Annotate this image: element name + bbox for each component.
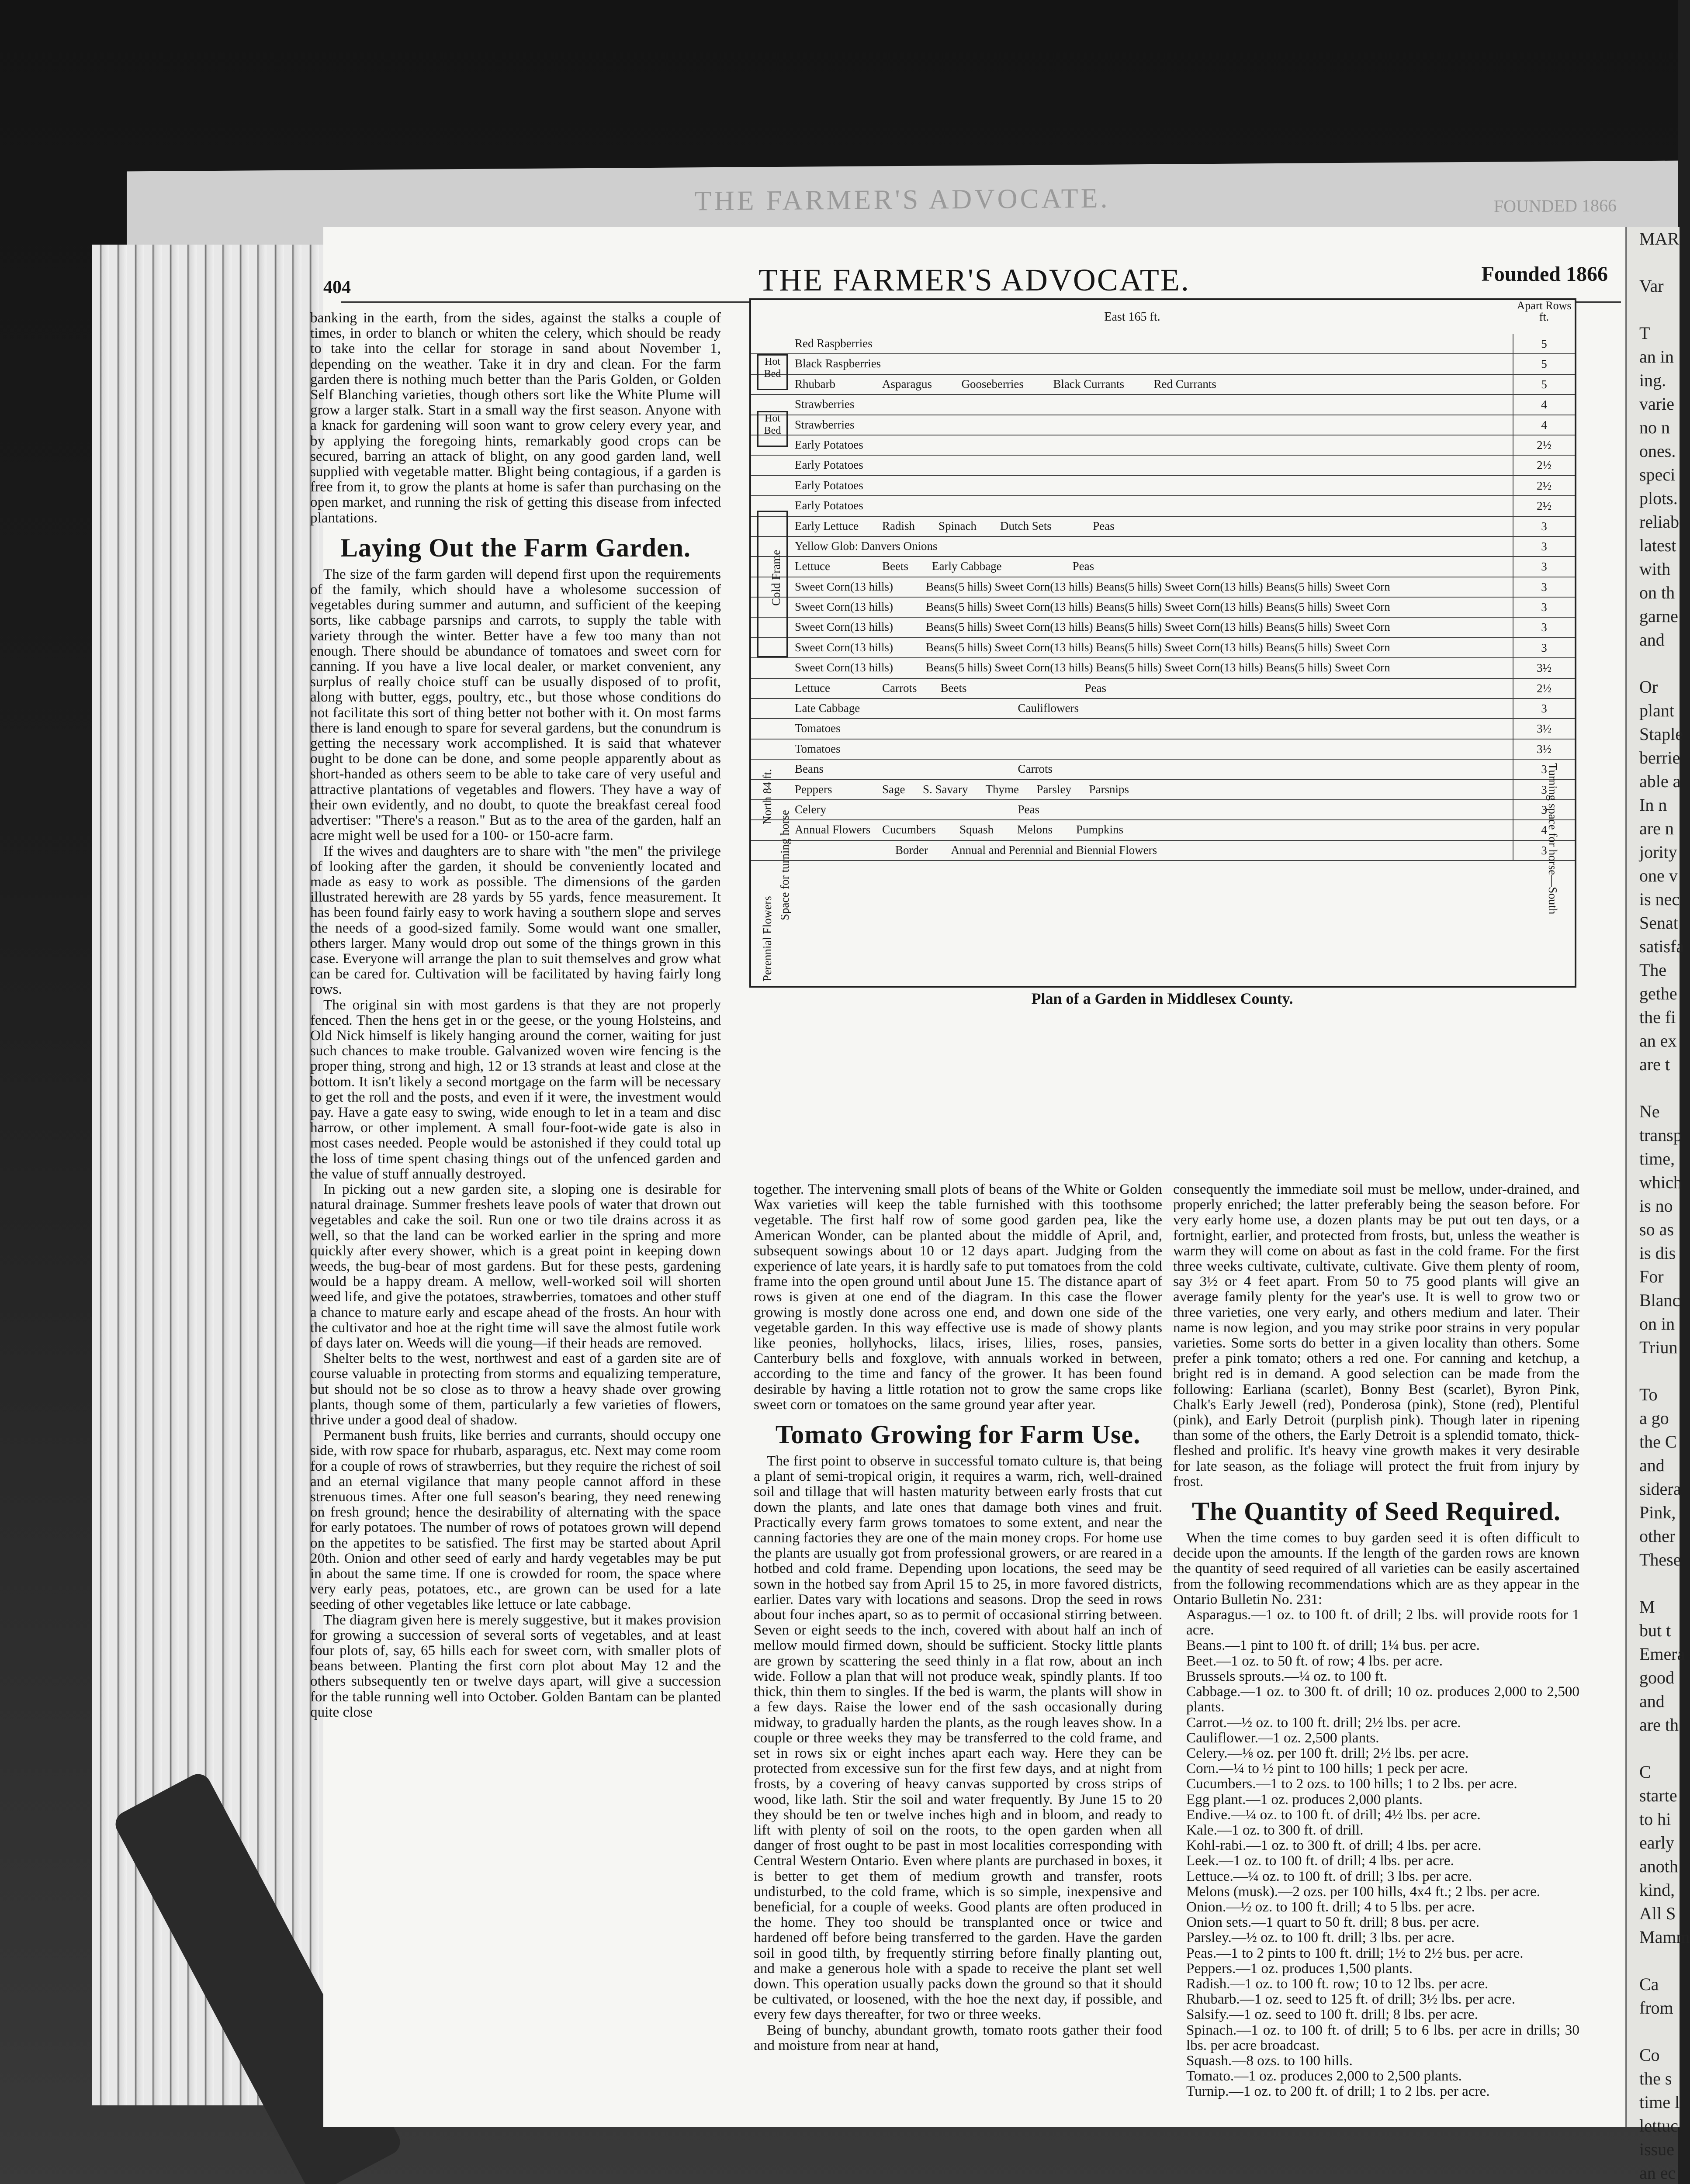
plan-row (751, 760, 1575, 780)
plan-row-label: Yellow Glob: Danvers Onions (795, 539, 938, 553)
plan-row-spacing: 3 (1513, 537, 1575, 556)
seed-list-item: Lettuce.—¼ oz. to 100 ft. of drill; 3 lbs. per acre. (1186, 1868, 1472, 1884)
seed-list-item: Peppers.—1 oz. produces 1,500 plants. (1186, 1960, 1413, 1977)
plan-row-label: Beans (795, 762, 824, 776)
adjacent-page-line: Triun (1639, 1337, 1678, 1357)
plan-row-label: Early Potatoes (795, 438, 863, 451)
column-three (1173, 1182, 1579, 2099)
seed-list-item: Melons (musk).—2 ozs. per 100 hills, 4x4 ft.; 2 lbs. per acre. (1186, 1883, 1541, 1900)
adjacent-page-line: speci (1639, 465, 1676, 484)
adjacent-page-line: Ca (1639, 1974, 1659, 1994)
plan-row-spacing: 3½ (1513, 658, 1575, 677)
masthead-title: THE FARMER'S ADVOCATE. (758, 263, 1190, 297)
plan-row (751, 557, 1575, 577)
adjacent-page-line: an ex (1639, 1031, 1677, 1051)
plan-row (751, 537, 1575, 557)
adjacent-page-line (1627, 1737, 1680, 1760)
plan-row-spacing: 4 (1513, 415, 1575, 435)
seed-list-item: Turnip.—1 oz. to 200 ft. of drill; 1 to 2 lbs. per acre. (1186, 2083, 1490, 2100)
adjacent-page-line: issue (1639, 2139, 1674, 2159)
article-heading-farm-garden: Laying Out the Farm Garden. (340, 533, 691, 562)
cold-frame-label: Cold Frame (769, 549, 783, 606)
adjacent-page-line: Senat (1639, 913, 1678, 933)
plan-row-spacing: 3 (1513, 517, 1575, 536)
adjacent-page-line: early (1639, 1833, 1674, 1852)
seed-list-item: Beans.—1 pint to 100 ft. of drill; 1¼ bus. per acre. (1186, 1637, 1480, 1654)
plan-row-crops: Border Annual and Perennial and Biennial Flowers (895, 843, 1157, 857)
adjacent-page-line (1627, 1076, 1680, 1100)
adjacent-page-line: Ne (1639, 1102, 1660, 1121)
column-one (310, 310, 721, 1720)
adjacent-page-line: M (1639, 1597, 1655, 1617)
plan-row (751, 375, 1575, 395)
adjacent-page-line: Emera (1639, 1644, 1685, 1664)
adjacent-page-line: other (1639, 1526, 1676, 1546)
plan-row-label: Annual Flowers (795, 823, 871, 836)
adjacent-page-line: varie (1639, 394, 1674, 414)
plan-row-label: Tomatoes (795, 742, 841, 755)
plan-row-crops: Asparagus Gooseberries Black Currants Red Currants (882, 377, 1216, 390)
adjacent-page-line: Var (1639, 276, 1664, 296)
plan-row-label: Early Potatoes (795, 478, 863, 492)
plan-row-spacing: 2½ (1513, 456, 1575, 475)
plan-row-spacing: 3 (1513, 598, 1575, 617)
plan-row-crops: Beans(5 hills) Sweet Corn(13 hills) Beans(5 hills) Sweet Corn(13 hills) Beans(5 hills) Sweet Corn (926, 600, 1390, 614)
plan-row-spacing: 3 (1513, 638, 1575, 657)
plan-row-label: Black Raspberries (795, 357, 881, 370)
plan-row-spacing: 4 (1513, 820, 1575, 840)
seed-list-item: Celery.—⅛ oz. per 100 ft. drill; 2½ lbs. per acre. (1186, 1745, 1469, 1761)
seed-list-item: Rhubarb.—1 oz. seed to 125 ft. of drill; 3½ lbs. per acre. (1186, 1991, 1515, 2008)
adjacent-page-line: which (1639, 1172, 1682, 1192)
adjacent-page-line: Staple (1639, 724, 1683, 744)
adjacent-page-line: For (1639, 1267, 1664, 1286)
plan-row-label: Red Raspberries (795, 337, 873, 350)
adjacent-page-line: time l (1639, 2092, 1680, 2112)
plan-row-spacing: 2½ (1513, 435, 1575, 455)
hot-bed-label: Hot Bed (757, 354, 788, 390)
plan-caption: Plan of a Garden in Middlesex County. (1031, 990, 1293, 1007)
seed-list-item: Kale.—1 oz. to 300 ft. of drill. (1186, 1821, 1364, 1838)
paragraph: In picking out a new garden site, a sloping one is desirable for natural drainage. Summer freshets leave pools of water that drown out vegetables and cake the soil. Run one or two tile drains across it as well, so that the land can be worked earlier in the spring and more quickly after every shower, which is a great point in keeping down weeds, the bug-bear of most gardens. But for these pests, gardening would be a happy dream. A mellow, well-worked soil will shorten weed life, and give the potatoes, strawberries, tomatoes and other stuff a chance to mature early and escape ahead of the frosts. An hour with the cultivator and hoe at the right time will save the almost futile work of days later on. Weeds will die young—if their heads are removed. (310, 1181, 721, 1351)
seed-list-item: Egg plant.—1 oz. produces 2,000 plants. (1186, 1791, 1423, 1807)
seed-list-item: Endive.—¼ oz. to 100 ft. of drill; 4½ lbs. per acre. (1186, 1806, 1481, 1823)
adjacent-page-line: with (1639, 559, 1671, 579)
founded-label: Founded 1866 (1481, 263, 1608, 286)
adjacent-page-line: berrie (1639, 748, 1680, 767)
plan-row-crops: Cucumbers Squash Melons Pumpkins (882, 823, 1124, 836)
plan-row (751, 740, 1575, 760)
adjacent-page-line: and (1639, 1455, 1665, 1475)
adjacent-page-line: and (1639, 1691, 1665, 1711)
plan-row-crops: Beans(5 hills) Sweet Corn(13 hills) Beans(5 hills) Sweet Corn(13 hills) Beans(5 hills) Sweet Corn (926, 580, 1390, 593)
plan-row-spacing: 2½ (1513, 476, 1575, 495)
plan-row-label: Early Potatoes (795, 458, 863, 472)
paragraph: If the wives and daughters are to share with "the men" the privilege of looking after the garden, it should be conveniently located and made as easy to work as possible. The dimensions of the garden illustrated herewith are 28 yards by 55 yards, fence measurement. It has been found fairly easy to work having a southern slope and serves the needs of a good-sized family. Some would want one smaller, others larger. Many would drop out some of the things grown in this case. Everyone will arrange the plan to suit themselves and grow what can be cared for. Cultivation will be facilitated by having fairly long rows. (310, 843, 721, 998)
seed-list-item: Spinach.—1 oz. to 100 ft. of drill; 5 to 6 lbs. per acre in drills; 30 lbs. per acre broadcast. (1186, 2022, 1579, 2053)
paragraph: consequently the immediate soil must be mellow, under-drained, and properly enriched; the latter preferably being the season before. For very early home use, a dozen plants may be put out ten days, or a fortnight, earlier, and protected from frosts, but, unless the weather is warm they will come on about as fast in the cold frame. For the first three weeks cultivate, cultivate, cultivate. Give them plenty of room, say 3½ or 4 feet apart. From 50 to 75 good plants will give an average family plenty for the year's use. It is well to grow two or three varieties, one very early, and others medium and later. Their name is now legion, and you may strike poor strains in very popular varieties. Some sorts do better in a given locality than others. Some prefer a pink tomato; others a red one. For canning and ketchup, a bright red is in demand. A good selection can be made from the following: Earliana (scarlet), Bonny Best (scarlet), Byron Pink, Chalk's Early Jewell (red), Ponderosa (pink), Stone (red), Plentiful (pink), and Early Detroit (purplish pink). Though later in ripening than some of the others, the Early Detroit is a splendid tomato, thick-fleshed and prolific. It's heavy vine growth makes it very desirable for late season, as the foliage will protect the fruit from injury by frost. (1173, 1181, 1579, 1489)
plan-row-crops: Beets Early Cabbage Peas (882, 560, 1094, 573)
plan-row (751, 577, 1575, 598)
plan-row (751, 517, 1575, 537)
seed-list-item: Parsley.—½ oz. to 100 ft. drill; 3 lbs. per acre. (1186, 1929, 1455, 1946)
article-heading-seed: The Quantity of Seed Required. (1192, 1497, 1561, 1526)
plan-row-spacing: 5 (1513, 354, 1575, 373)
adjacent-page-line: reliab (1639, 512, 1680, 532)
paragraph: When the time comes to buy garden seed it is often difficult to decide upon the amounts. If the length of the garden rows are known the quantity of seed required of all varieties can be easily ascertained from the following recommendations which are as they appear in the Ontario Bulletin No. 231: (1173, 1530, 1579, 1607)
adjacent-page-line: starte (1639, 1786, 1677, 1805)
plan-row-label: Late Cabbage (795, 702, 860, 715)
adjacent-page-line: is no (1639, 1196, 1673, 1216)
paragraph: The original sin with most gardens is that they are not properly fenced. Then the hens get in or the geese, or the young Holsteins, and Old Nick himself is likely hanging around the corner, waiting for just such chances to make trouble. Galvanized woven wire fencing is the proper thing, strong and high, 12 or 13 strands at least and close at the bottom. It isn't likely a second mortgage on the farm will be necessary to get the roll and the posts, and even if it were, the investment would pay. Have a gate easy to swing, wide enough to let in a team and disc harrow, or other implement. A small four-foot-wide gate is also in most cases needed. People would be astonished if they could total up the loss of time spent chasing things out of the unfenced garden and the value of stuff annually destroyed. (310, 996, 721, 1182)
adjacent-page-line: Co (1639, 2045, 1660, 2065)
adjacent-page-line: Pink, (1639, 1503, 1676, 1522)
plan-row-spacing: 3 (1513, 618, 1575, 637)
adjacent-page-line: an ec (1639, 2163, 1676, 2183)
plan-row-label: Peppers (795, 782, 832, 796)
seed-list-item: Radish.—1 oz. to 100 ft. row; 10 to 12 lbs. per acre. (1186, 1975, 1489, 1992)
article-heading-tomato: Tomato Growing for Farm Use. (775, 1420, 1141, 1449)
adjacent-page-line: C (1639, 1762, 1651, 1782)
plan-row-spacing: 5 (1513, 334, 1575, 353)
plan-row (751, 476, 1575, 496)
paragraph: The first point to observe in successful tomato culture is, that being a plant of semi-tropical origin, it requires a warm, rich, well-drained soil and tillage that will hasten maturity between early frosts that cut down the plants, and late ones that damage both vines and fruit. Practically every farm grows tomatoes to some extent, and near the canning factories they are one of the main money crops. For home use the plants are usually got from professional growers, or are reared in a hotbed and cold frame. Depending upon locations, the seed may be sown in the hotbed say from April 15 to 25, in more favored districts, earlier. Dates vary with locations and seasons. Drop the seed in rows about four inches apart, so as to permit of occasional stirring between. Seven or eight seeds to the inch, covered with about half an inch of mellow mould firmed down, should be sufficient. Stocky little plants are grown by scattering the seed thinly in a flat row, about an inch wide. Follow a plan that will not produce weak, spindly plants. If too thick, thin them to singles. If the bed is warm, the plants will show in a few days. Raise the lower end of the sash occasionally during midway, to gradually harden the plants, as the rough leaves show. In a couple or three weeks they may be transferred to the cold frame, and set in rows six or eight inches apart each way. Here they can be protected from excessive sun for the first few days, and at night from frosts, by a covering of heavy canvas supported by cross strips of wood, like lath. Stir the soil and water frequently. By June 15 to 20 they should be ten or twelve inches high and in bloom, and ready to lift with plenty of soil on the roots, to the open garden when all danger of frost ought to be past in most localities corresponding with Central Western Ontario. Even where plants are purchased in boxes, it is better to get them of medium growth and transfer, roots undisturbed, to the cold frame, which is so simple, inexpensive and beneficial, for a couple of weeks. Good plants are often produced in the home. They too should be transplanted once or twice and hardened off before being transferred to the garden. Have the garden soil in good tilth, by frequently stirring before finally planting out, and make a generous hole with a spade to receive the plant set well down. This operation usually packs down the ground so that it should be cultivated, or loosened, with the hoe the next day, if possible, and every few days thereafter, for two or three weeks. (754, 1453, 1162, 2023)
adjacent-page-line: an in (1639, 347, 1674, 366)
paragraph: The diagram given here is merely suggestive, but it makes provision for growing a succession of several sorts of vegetables, and at least four plots of, say, 65 hills each for sweet corn, with smaller plots of beans between. Planting the first corn plot about May 12 and the others subsequently ten or twelve days apart, will give a succession for the table running well into October. Golden Bantam can be planted quite close (310, 1611, 721, 1720)
plan-row-label: Sweet Corn(13 hills) (795, 580, 893, 593)
paragraph: Being of bunchy, abundant growth, tomato roots gather their food and moisture from near at hand, (754, 2022, 1162, 2053)
adjacent-page-line: time, (1639, 1149, 1675, 1168)
column-two (754, 1182, 1162, 2053)
plan-row-spacing: 3 (1513, 699, 1575, 718)
plan-row-crops: Carrots (882, 762, 1053, 776)
plan-row-spacing: 5 (1513, 375, 1575, 394)
plan-row-spacing: 3 (1513, 780, 1575, 799)
seed-list-item: Leek.—1 oz. to 100 ft. of drill; 4 lbs. per acre. (1186, 1852, 1454, 1869)
seed-list-item: Corn.—¼ to ½ pint to 100 hills; 1 peck per acre. (1186, 1760, 1468, 1777)
seed-list-item: Kohl-rabi.—1 oz. to 300 ft. of drill; 4 lbs. per acre. (1186, 1837, 1482, 1854)
adjacent-page-line: Blanc (1639, 1290, 1680, 1310)
plan-row (751, 598, 1575, 618)
intro-paragraph: banking in the earth, from the sides, against the stalks a couple of times, in order to blanch or whiten the celery, which should be ready to take into the cellar for storage in sand about November 1, depending on the weather. Take it in dry and clean. For the farm garden there is nothing much better than the Paris Golden, or Golden Self Blanching varieties, though others sort like the White Plume will grow a larger stalk. Start in a small way the first season. Anyone with a knack for gardening will soon want to grow celery every year, and by applying the foregoing hints, remarkably good crops can be secured, barring an attack of blight, on any good garden land, well supplied with vegetable matter. Blight being contagious, if a garden is free from it, to grow the plants at home is safer than purchasing on the open market, and running the risk of getting this disease from infected plantations. (310, 310, 721, 526)
adjacent-page-line (1627, 1572, 1680, 1595)
seed-list-item: Beet.—1 oz. to 50 ft. of row; 4 lbs. per acre. (1186, 1652, 1443, 1669)
previous-page-founded: FOUNDED 1866 (1493, 195, 1617, 216)
seed-list-item: Brussels sprouts.—¼ oz. to 100 ft. (1186, 1668, 1388, 1684)
plan-row-spacing: 3½ (1513, 740, 1575, 759)
adjacent-page-line: gethe (1639, 984, 1677, 1003)
seed-list-item: Squash.—8 ozs. to 100 hills. (1186, 2052, 1353, 2069)
paragraph: together. The intervening small plots of beans of the White or Golden Wax varieties will keep the table furnished with this toothsome vegetable. The first half row of some good garden pea, like the American Wonder, can be planted about the middle of April, and, subsequent sowings about 10 or 12 days apart. Judging from the experience of late years, it is hardly safe to put tomatoes from the cold frame into the open ground until about June 15. The distance apart of rows is given at one end of the diagram. In this case the flower growing is mostly done across one end, and down one side of the vegetable garden. In this way effective use is made of showy plants like peonies, hollyhocks, lilacs, irises, lilies, roses, pansies, Canterbury bells and foxglove, with annuals worked in between, according to the time and fancy of the grower. It has been found desirable by having a little rotation not to grow the same crops like sweet corn or tomatoes on the same ground year after year. (754, 1181, 1162, 1413)
adjacent-page-line: on th (1639, 583, 1675, 602)
adjacent-page-line: and (1639, 630, 1665, 650)
adjacent-page-line: plant (1639, 701, 1674, 720)
adjacent-page-line (1627, 298, 1680, 321)
plan-rows (751, 334, 1575, 861)
paragraph: The size of the farm garden will depend first upon the requirements of the family, which should have a wholesome succession of vegetables during summer and autumn, and sufficient of the keeping sorts, like cabbage parsnips and carrots, to supply the table with variety through the winter. Better have a few too many than not enough. There should be abundance of tomatoes and sweet corn for canning. If you have a live local dealer, or market convenient, any surplus of really choice stuff can be usually disposed of to profit, along with butter, eggs, poultry, etc., but those whose conditions do not facilitate this sort of thing better not bother with it. On most farms there is land enough to spare for several gardens, but the conundrum is getting the necessary work accomplished. It is said that whatever ought to be done can be done, and some people apparently about as short-handed as others seem to be able to take care of very useful and attractive plantations of vegetables and flowers. They have a way of their own evidently, and no doubt, to quote the breakfast cereal food advertiser: "There's a reason." But as to the area of the garden, half an acre might well be used for a 100- or 150-acre farm. (310, 566, 721, 844)
running-head (323, 262, 1625, 301)
adjacent-page-line: the C (1639, 1432, 1677, 1451)
adjacent-page-line: are th (1639, 1715, 1679, 1735)
adjacent-page-line: no n (1639, 418, 1670, 437)
plan-row-crops: Beans(5 hills) Sweet Corn(13 hills) Beans(5 hills) Sweet Corn(13 hills) Beans(5 hills) Sweet Corn (926, 640, 1390, 654)
plan-row-crops: Sage S. Savary Thyme Parsley Parsnips (882, 782, 1129, 796)
plan-row (751, 618, 1575, 638)
seed-quantity-list (1173, 1607, 1579, 2099)
plan-apart-label: Apart Rows ft. (1517, 299, 1572, 323)
adjacent-page-line (1627, 1359, 1680, 1383)
adjacent-page-line: sidera (1639, 1479, 1681, 1499)
plan-row-spacing: 3 (1513, 800, 1575, 819)
plan-row-label: Lettuce (795, 560, 830, 573)
plan-row (751, 800, 1575, 820)
plan-header-label: East 165 ft. (1104, 310, 1160, 324)
plan-row (751, 435, 1575, 456)
adjacent-page-line: Or (1639, 677, 1658, 697)
seed-list-item: Asparagus.—1 oz. to 100 ft. of drill; 2 lbs. will provide roots for 1 acre. (1186, 1607, 1579, 1638)
seed-list-item: Carrot.—½ oz. to 100 ft. drill; 2½ lbs. per acre. (1186, 1714, 1461, 1731)
adjacent-page-line: satisfa (1639, 936, 1684, 956)
garden-plan-diagram (749, 298, 1576, 988)
adjacent-page-edge (1625, 227, 1690, 2183)
adjacent-page-line: Mamm (1639, 1927, 1690, 1947)
seed-list-item: Cucumbers.—1 to 2 ozs. to 100 hills; 1 to 2 lbs. per acre. (1186, 1776, 1517, 1792)
plan-row (751, 658, 1575, 678)
plan-row (751, 638, 1575, 658)
adjacent-page-line: the fi (1639, 1007, 1676, 1027)
plan-row (751, 456, 1575, 476)
adjacent-page-line: one v (1639, 866, 1678, 885)
plan-row (751, 841, 1575, 861)
hot-bed-label: Hot Bed (757, 411, 788, 447)
seed-list-item: Cauliflower.—1 oz. 2,500 plants. (1186, 1729, 1379, 1746)
plan-row (751, 334, 1575, 354)
adjacent-page-line: kind, (1639, 1880, 1675, 1900)
adjacent-page-line: garne (1639, 606, 1678, 626)
adjacent-page-line: ones. (1639, 441, 1676, 461)
plan-row-label: Early Potatoes (795, 499, 863, 512)
adjacent-page-line: good (1639, 1668, 1674, 1687)
adjacent-page-line (1627, 1949, 1680, 1973)
plan-row-spacing: 3 (1513, 577, 1575, 597)
adjacent-page-line: latest (1639, 536, 1676, 555)
plan-row-spacing: 3 (1513, 760, 1575, 779)
adjacent-page-line: a go (1639, 1408, 1669, 1428)
adjacent-page-line: the s (1639, 2069, 1672, 2088)
plan-row-label: Early Lettuce (795, 519, 859, 532)
perennial-flowers-label: Perennial Flowers (761, 896, 774, 981)
plan-row-spacing: 2½ (1513, 496, 1575, 515)
seed-list-item: Onion.—½ oz. to 100 ft. drill; 4 to 5 lbs. per acre. (1186, 1898, 1475, 1915)
adjacent-page-line: jority (1639, 842, 1677, 862)
plan-row-crops: Carrots Beets Peas (882, 681, 1106, 695)
adjacent-page-line: so as (1639, 1220, 1674, 1239)
seed-list-item: Peas.—1 to 2 pints to 100 ft. drill; 1½ to 2½ bus. per acre. (1186, 1945, 1524, 1961)
plan-row-spacing: 4 (1513, 395, 1575, 414)
adjacent-page-line: To (1639, 1385, 1658, 1404)
adjacent-page-line: from (1639, 1998, 1673, 2018)
adjacent-page-line: is dis (1639, 1243, 1676, 1263)
adjacent-page-line: T (1639, 323, 1650, 343)
adjacent-page-line: ing. (1639, 370, 1666, 390)
adjacent-page-line: All S (1639, 1904, 1676, 1923)
seed-list-item: Tomato.—1 oz. produces 2,000 to 2,500 plants. (1186, 2068, 1462, 2084)
adjacent-page-line: In n (1639, 795, 1667, 815)
plan-row (751, 679, 1575, 699)
turning-space-right: Turning space for horse—South (1546, 763, 1559, 915)
adjacent-page-line: but t (1639, 1621, 1671, 1640)
previous-page-header: THE FARMER'S ADVOCATE. (694, 182, 1110, 217)
seed-list-item: Salsify.—1 oz. seed to 100 ft. drill; 8 lbs. per acre. (1186, 2006, 1478, 2023)
plan-row-label: Lettuce (795, 681, 830, 695)
plan-row-label: Rhubarb (795, 377, 835, 390)
plan-row-label: Sweet Corn(13 hills) (795, 600, 893, 614)
plan-row-label: Celery (795, 802, 826, 816)
plan-row (751, 820, 1575, 840)
adjacent-page-line: plots. (1639, 488, 1678, 508)
plan-row-crops: Radish Spinach Dutch Sets Peas (882, 519, 1115, 532)
seed-list-item: Onion sets.—1 quart to 50 ft. drill; 8 bus. per acre. (1186, 1914, 1479, 1931)
adjacent-page-line (1627, 652, 1680, 675)
plan-row (751, 395, 1575, 415)
adjacent-page-line (1627, 2020, 1680, 2043)
adjacent-page-line: on in (1639, 1314, 1675, 1334)
adjacent-page-line: is nec (1639, 889, 1680, 909)
adjacent-page-line: are t (1639, 1054, 1670, 1074)
plan-row-label: Sweet Corn(13 hills) (795, 640, 893, 654)
plan-row-spacing: 3 (1513, 557, 1575, 576)
adjacent-page-line (1627, 251, 1680, 274)
adjacent-page-line: The (1639, 960, 1667, 980)
page-number: 404 (323, 277, 351, 297)
adjacent-page-line: MAR (1639, 229, 1680, 249)
plan-row-crops: Beans(5 hills) Sweet Corn(13 hills) Beans(5 hills) Sweet Corn(13 hills) Beans(5 hills) Sweet Corn (926, 620, 1390, 634)
adjacent-page-line: transp (1639, 1125, 1682, 1145)
adjacent-page-line: are n (1639, 819, 1674, 838)
plan-row-label: Strawberries (795, 397, 855, 411)
paragraph: Permanent bush fruits, like berries and currants, should occupy one side, with row space for rhubarb, asparagus, etc. Next may come room for a couple of rows of strawberries, but they require the richest of soil and an eternal vigilance that many people cannot afford in these strenuous times. After one full season's bearing, they need renewing on fresh ground; hence the desirability of alternating with the space for early potatoes. The number of rows of potatoes grown will depend on the appetites to be satisfied. The first may be started about April 20th. Onion and other seed of early and hardy vegetables may be put in about the same time. If one is crowded for room, the space where very early peas, potatoes, etc., are grown can be used for a late seeding of other vegetables like lettuce or late cabbage. (310, 1427, 721, 1613)
seed-list-item: Cabbage.—1 oz. to 300 ft. of drill; 10 oz. produces 2,000 to 2,500 plants. (1186, 1683, 1579, 1715)
turning-space-left: Space for turning horse (778, 810, 791, 920)
plan-row-label: Strawberries (795, 418, 855, 431)
adjacent-page-line: able a (1639, 771, 1681, 791)
plan-row-label: Sweet Corn(13 hills) (795, 620, 893, 634)
plan-row-spacing: 2½ (1513, 679, 1575, 698)
adjacent-page-line: anoth (1639, 1856, 1678, 1876)
paragraph: Shelter belts to the west, northwest and east of a garden site are of course valuable in protecting from storms and equalizing temperature, but should not be so close as to throw a heavy shade over growing plants, though some of them, particularly a few varieties of flowers, thrive under a good deal of shadow. (310, 1350, 721, 1428)
plan-row-label: Sweet Corn(13 hills) (795, 661, 893, 674)
plan-row (751, 699, 1575, 719)
plan-row (751, 496, 1575, 516)
plan-row-spacing: 3½ (1513, 719, 1575, 738)
north-dimension-label: North 84 ft. (761, 769, 774, 824)
plan-row (751, 415, 1575, 435)
plan-row-label: Tomatoes (795, 722, 841, 735)
adjacent-page-line: lettuc (1639, 2116, 1678, 2136)
adjacent-page-line: These (1639, 1550, 1681, 1569)
plan-row (751, 719, 1575, 739)
plan-row-crops: Cauliflowers (882, 702, 1079, 715)
plan-row (751, 354, 1575, 374)
plan-row-crops: Beans(5 hills) Sweet Corn(13 hills) Beans(5 hills) Sweet Corn(13 hills) Beans(5 hills) Sweet Corn (926, 661, 1390, 674)
plan-row-crops: Peas (882, 802, 1039, 816)
adjacent-page-line: to hi (1639, 1809, 1671, 1829)
plan-row (751, 780, 1575, 800)
plan-row-spacing: 3 (1513, 841, 1575, 860)
